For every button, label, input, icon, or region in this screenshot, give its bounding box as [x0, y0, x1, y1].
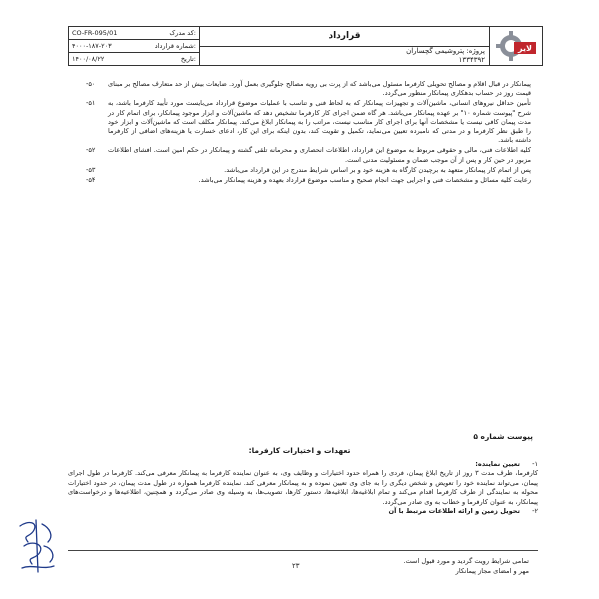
signature-stamp-icon — [14, 516, 62, 574]
annex-item-text: کارفرما، ظرف مدت ۳ روز از تاریخ ابلاغ پیمان، فردی را همراه حدود اختیارات و وظایف وی، به عنوان نماینده کارفرما به پیمانکار معرفی می‌کند. کارفرما در طول اجرای پیمان، می‌تواند نماینده خود را تعویض و شخص دیگری را به جای وی تعیین نموده و به پیمانکار معرفی کند. نماینده کارفرما همواره در طول مدت پیمان، در حدود اختیارات محوله به نمایندگی از طرف کارفرما اقدام می‌کند و تمام ابلاغیه‌ها، ابلاغیه‌ها، دستور کارها، تصویب‌ها، به وسیله وی صادر می‌گردد و همچنین، اطلاعیه‌ها و درخواست‌های پیمانکار، به عنوان کارفرما و خطاب به وی صادر می‌گردد. — [68, 469, 538, 506]
document-code-label: کد مدرک: — [169, 29, 196, 37]
contract-date — [69, 52, 199, 65]
project-info — [200, 47, 489, 66]
contract-number-value: ۴۰۰۰-۱۸۷-۲۰۳ — [72, 42, 112, 50]
document-header — [68, 26, 543, 66]
annex-body — [68, 460, 538, 516]
annex-item-1 — [68, 460, 538, 469]
contract-date-value: ۱۴۰۰/۰۸/۲۲ — [72, 55, 105, 63]
page-number: ۲۳ — [292, 562, 300, 570]
annex-item-2 — [68, 507, 538, 516]
clause-text: کلیه اطلاعات فنی، مالی و حقوقی مربوط به موضوع این قرارداد، اطلاعات انحصاری و محرمانه تلقی گشته و پیمانکار در حکم امین است. افشای اطلاعات مزبور در حین کار و پس از آن موجب ضمان و مسئولیت مدنی است. — [108, 146, 531, 164]
clause-50 — [86, 80, 531, 98]
acceptance-statement: تمامی شرایط رویت گردید و مورد قبول است. — [403, 557, 529, 565]
clause-number: -۵۳ — [86, 165, 96, 174]
document-code — [69, 27, 199, 39]
project-code: ۱۳۳۴۳۹۲ — [458, 55, 485, 64]
contract-number-label: شماره قرارداد: — [154, 42, 196, 50]
annex-subtitle: تعهدات و اختیارات کارفرما: — [248, 446, 351, 455]
project-label: پروژه: — [466, 46, 485, 55]
gear-logo-icon — [494, 29, 538, 63]
clause-number: -۵۰ — [86, 80, 96, 88]
annex-item-number: -۲ — [532, 507, 538, 516]
logo-text: لایر — [518, 44, 532, 53]
header-title-block — [200, 27, 489, 65]
document-code-value: CO-FR-095/01 — [72, 29, 118, 37]
clause-number: -۵۴ — [86, 176, 96, 185]
clause-53 — [86, 166, 531, 175]
document-meta — [69, 27, 200, 65]
contract-date-label: تاریخ: — [180, 55, 196, 63]
annex-item-heading: تعیین نماینده: — [475, 460, 520, 468]
signature-block — [403, 556, 529, 576]
annex-item-number: -۱ — [532, 460, 538, 468]
clause-number: -۵۱ — [86, 99, 96, 108]
clause-number: -۵۲ — [86, 146, 96, 155]
company-logo — [489, 27, 542, 65]
clause-52 — [86, 146, 531, 164]
clause-text: پیمانکار در قبال اقلام و مصالح تحویلی کارفرما مسئول می‌باشد که از پرت بی رویه مصالح جلوگیری بعمل آورد. ضایعات بیش از حد متعارف مصالح بر مبنای قیمت روز در حساب بدهکاری پیمانکار منظور می‌گردد. — [108, 80, 531, 98]
annex-item-heading: تحویل زمین و ارائه اطلاعات مرتبط با آن — [388, 507, 520, 516]
contract-clauses — [86, 80, 531, 186]
clause-51 — [86, 99, 531, 145]
clause-text: رعایت کلیه مسائل و مشخصات فنی و اجرایی جهت انجام صحیح و مناسب موضوع قرارداد بعهده و هزینه پیمانکار می‌باشد. — [198, 176, 531, 185]
clause-text: پس از اتمام کار پیمانکار متعهد به برچیدن کارگاه به هزینه خود و بر اساس شرایط مندرج در این قرارداد می‌باشد. — [224, 165, 531, 174]
footer-divider — [68, 550, 538, 551]
contract-number — [69, 39, 199, 52]
signature-label: مهر و امضای مجاز پیمانکار — [455, 567, 529, 575]
annex-title: پیوست شماره ۵ — [473, 432, 533, 441]
clause-54 — [86, 176, 531, 185]
clause-text: تأمین حداقل نیروهای انسانی، ماشین‌آلات و تجهیزات پیمانکار که به لحاظ فنی و تناسب با عملیات موضوع قرارداد می‌بایست مورد تأیید کارفرما باشد، به شرح "پیوست شماره ۱۰" بر عهده پیمانکار می‌باشد. هر گاه ضمن اجرای کار کارفرما تشخیص دهد که ماشین‌آلات و ابزار موجود پیمانکار، برای اتمام کار در مدت پیمان کافی نیست یا مشخصات آنها برای اجرای کار مناسب نیست، مراتب را به پیمانکار ابلاغ می‌کند. پیمانکار مکلف است که ماشین‌آلات و ابزار خود را طبق نظر کارفرما و در مدتی که نامبرده تعیین می‌نماید، تکمیل و تقویت کند، بدون اینکه برای این کار، ادعای خسارت یا هزینه‌های اضافی از کارفرما داشته باشد. — [108, 99, 531, 145]
document-title: قرارداد — [200, 27, 489, 47]
project-name: پتروشیمی گچساران — [406, 46, 465, 55]
